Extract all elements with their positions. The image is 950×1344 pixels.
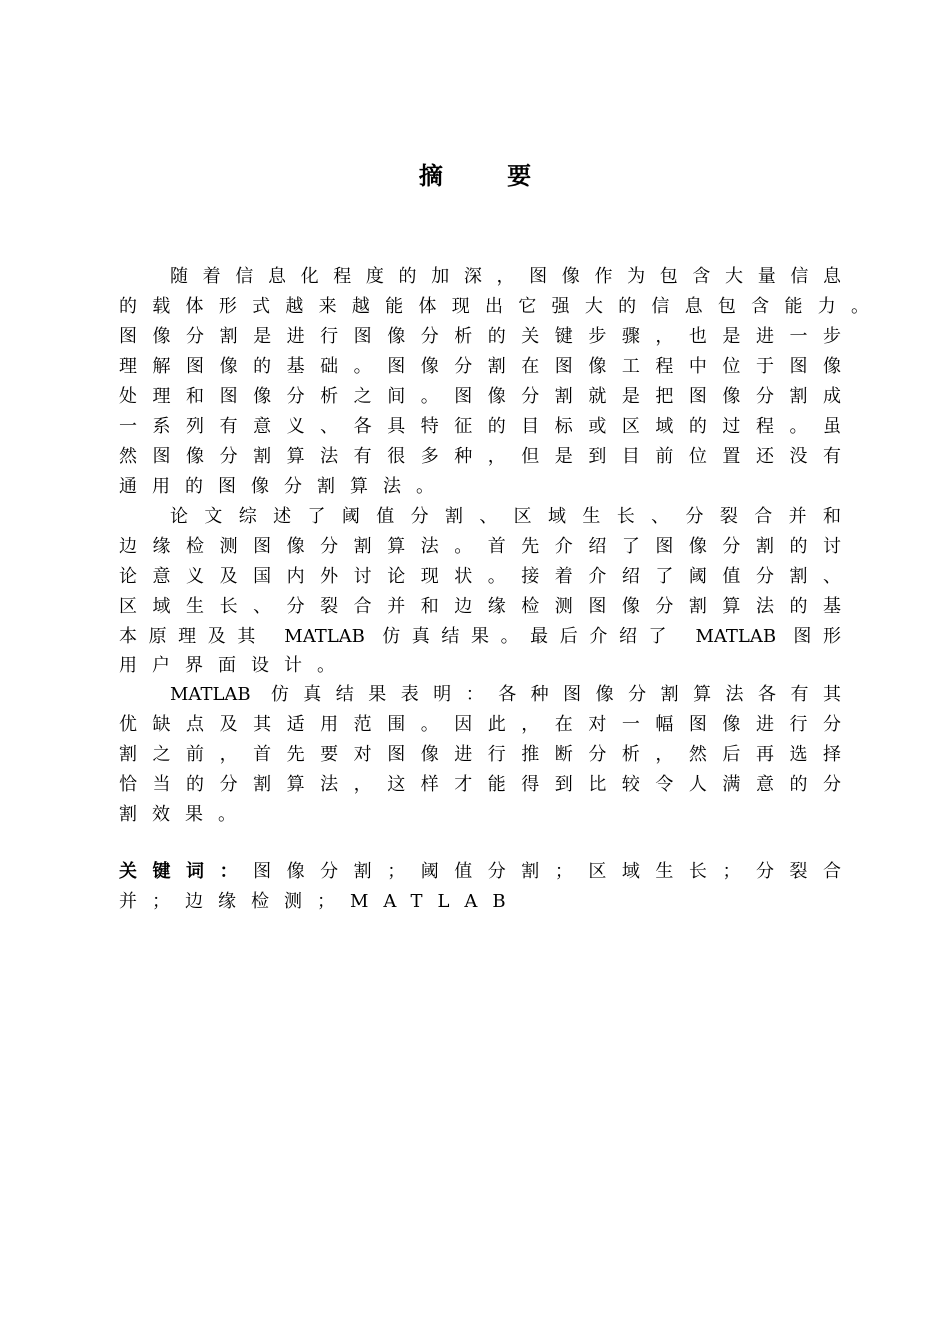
keywords-line-2: 并；边缘检测；MATLAB bbox=[119, 891, 521, 912]
abstract-p3-line-4: 恰当的分割算法，这样才能得到比较令人满意的分 bbox=[119, 774, 841, 795]
abstract-p3-line-3: 割之前，首先要对图像进行推断分析，然后再选择 bbox=[119, 744, 841, 765]
abstract-p1-line-7: 然图像分割算法有很多种，但是到目前位置还没有 bbox=[119, 446, 841, 467]
abstract-p1-line-1: 随着信息化程度的加深，图像作为包含大量信息 bbox=[170, 266, 841, 287]
abstract-p1-line-8: 通用的图像分割算法。 bbox=[119, 476, 449, 497]
keywords-text-1: 图像分割；阈值分割；区域生长；分裂合 bbox=[253, 861, 842, 882]
abstract-p2-line-6: 用户界面设计。 bbox=[119, 655, 350, 676]
keywords-label: 关键词： bbox=[119, 861, 254, 882]
abstract-p3-line-1: MATLAB 仿真结果表明：各种图像分割算法各有其 bbox=[170, 684, 841, 705]
abstract-p3-line-5: 割效果。 bbox=[119, 804, 251, 825]
abstract-p1-line-5: 处理和图像分析之间。图像分割就是把图像分割成 bbox=[119, 386, 841, 407]
page-title: 摘 要 bbox=[418, 162, 560, 190]
abstract-p1-line-4: 理解图像的基础。图像分割在图像工程中位于图像 bbox=[119, 356, 841, 377]
abstract-p2-line-2: 边缘检测图像分割算法。首先介绍了图像分割的讨 bbox=[119, 536, 841, 557]
abstract-p1-line-2: 的载体形式越来越能体现出它强大的信息包含能力。 bbox=[119, 296, 869, 317]
abstract-p3-line-2: 优缺点及其适用范围。因此，在对一幅图像进行分 bbox=[119, 714, 841, 735]
abstract-p1-line-6: 一系列有意义、各具特征的目标或区域的过程。虽 bbox=[119, 416, 841, 437]
abstract-p2-line-5: 本原理及其 MATLAB 仿真结果。最后介绍了 MATLAB 图形 bbox=[119, 626, 841, 647]
abstract-p2-line-3: 论意义及国内外讨论现状。接着介绍了阈值分割、 bbox=[119, 566, 841, 587]
abstract-p2-line-4: 区域生长、分裂合并和边缘检测图像分割算法的基 bbox=[119, 596, 841, 617]
abstract-p2-line-1: 论文综述了阈值分割、区域生长、分裂合并和 bbox=[170, 506, 841, 527]
abstract-p1-line-3: 图像分割是进行图像分析的关键步骤，也是进一步 bbox=[119, 326, 841, 347]
keywords-line-1 bbox=[119, 857, 841, 887]
